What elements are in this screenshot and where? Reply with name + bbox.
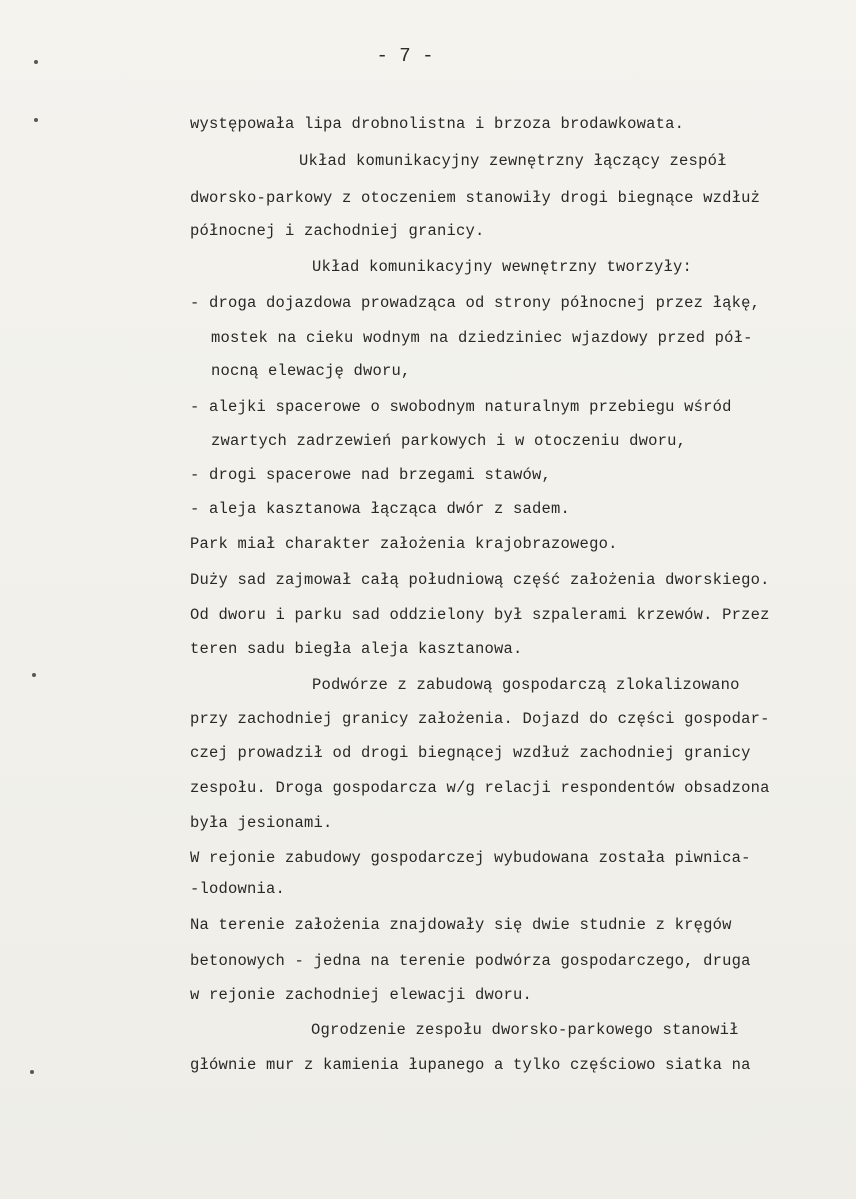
text-line: W rejonie zabudowy gospodarczej wybudowana została piwnica-	[190, 849, 751, 867]
text-line: Park miał charakter założenia krajobrazowego.	[190, 535, 618, 553]
margin-mark	[30, 1070, 34, 1074]
text-line: mostek na cieku wodnym na dziedziniec wjazdowy przed pół-	[211, 329, 753, 347]
text-line: Duży sad zajmował całą południową część założenia dworskiego.	[190, 571, 770, 589]
list-item: - droga dojazdowa prowadząca od strony północnej przez łąkę,	[190, 294, 761, 312]
text-line: teren sadu biegła aleja kasztanowa.	[190, 640, 523, 658]
text-line: była jesionami.	[190, 814, 333, 832]
text-line: przy zachodniej granicy założenia. Dojazd do części gospodar-	[190, 710, 770, 728]
text-line: dworsko-parkowy z otoczeniem stanowiły drogi biegnące wzdłuż	[190, 189, 761, 207]
text-line: nocną elewację dworu,	[211, 362, 411, 380]
text-line: północnej i zachodniej granicy.	[190, 222, 485, 240]
text-line: Na terenie założenia znajdowały się dwie studnie z kręgów	[190, 916, 732, 934]
text-line: głównie mur z kamienia łupanego a tylko częściowo siatka na	[190, 1056, 751, 1074]
list-item: - alejki spacerowe o swobodnym naturalnym przebiegu wśród	[190, 398, 732, 416]
text-line: Układ komunikacyjny wewnętrzny tworzyły:	[312, 258, 693, 276]
text-line: Układ komunikacyjny zewnętrzny łączący zespół	[299, 152, 727, 170]
margin-mark	[34, 118, 38, 122]
text-line: zwartych zadrzewień parkowych i w otoczeniu dworu,	[211, 432, 687, 450]
list-item: - drogi spacerowe nad brzegami stawów,	[190, 466, 552, 484]
text-line: w rejonie zachodniej elewacji dworu.	[190, 986, 533, 1004]
list-item: - aleja kasztanowa łącząca dwór z sadem.	[190, 500, 571, 518]
text-line: Ogrodzenie zespołu dworsko-parkowego stanowił	[311, 1021, 739, 1039]
page-number: - 7 -	[376, 45, 434, 67]
text-line: występowała lipa drobnolistna i brzoza brodawkowata.	[190, 115, 685, 133]
text-line: betonowych - jedna na terenie podwórza gospodarczego, druga	[190, 952, 751, 970]
text-line: -lodownia.	[190, 880, 286, 898]
text-line: zespołu. Droga gospodarcza w/g relacji respondentów obsadzona	[190, 779, 770, 797]
text-line: Podwórze z zabudową gospodarczą zlokalizowano	[312, 676, 740, 694]
text-line: czej prowadził od drogi biegnącej wzdłuż zachodniej granicy	[190, 744, 751, 762]
margin-mark	[32, 673, 36, 677]
text-line: Od dworu i parku sad oddzielony był szpalerami krzewów. Przez	[190, 606, 770, 624]
